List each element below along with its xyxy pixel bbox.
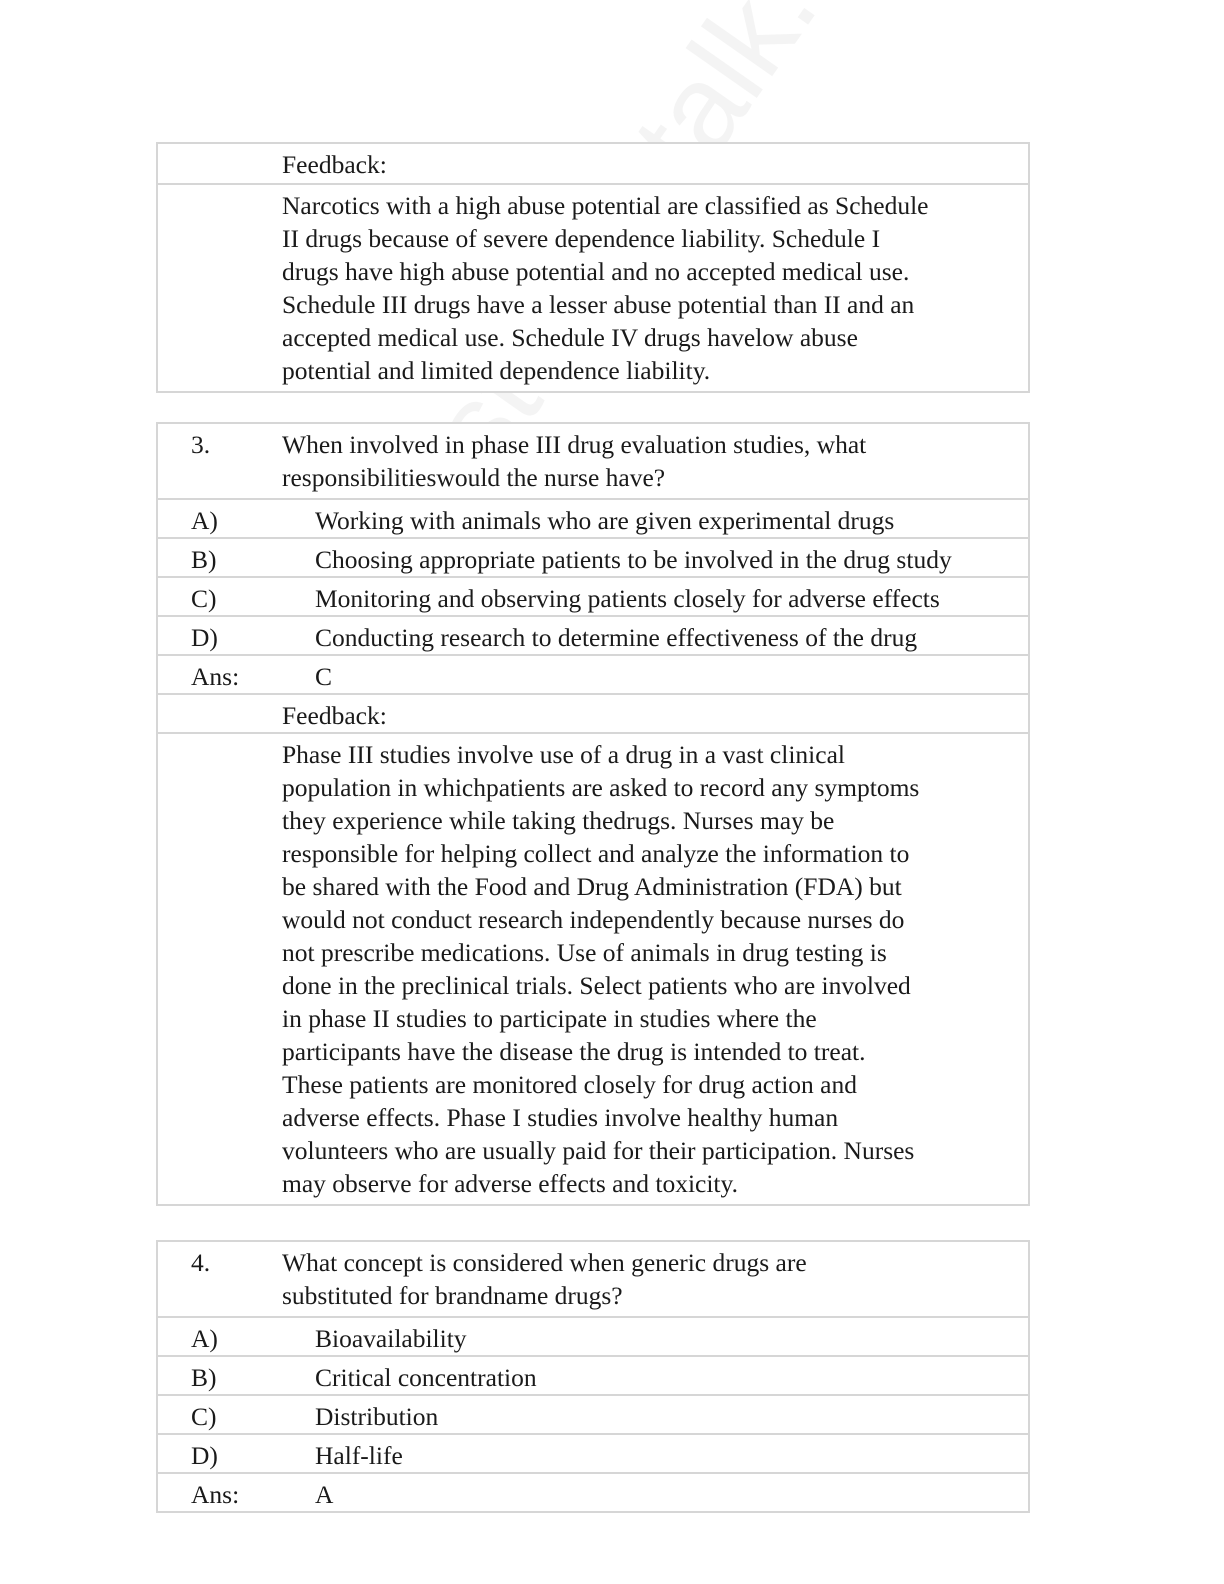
- option-row-c: [158, 576, 1028, 615]
- feedback-label: Feedback:: [282, 701, 387, 730]
- question-row: [158, 1242, 1028, 1316]
- answer-value: A: [315, 1480, 334, 1509]
- option-text: Working with animals who are given experimental drugs: [315, 506, 895, 535]
- question-2-feedback-table: [156, 142, 1030, 393]
- option-label: A): [191, 1324, 218, 1353]
- question-4-table: [156, 1240, 1030, 1513]
- option-row-d: [158, 1433, 1028, 1472]
- feedback-text: Phase III studies involve use of a drug in a vast clinical population in whichpatients are asked to record any symptoms they experience while taking thedrugs. Nurses may be responsible for helping collect and analyze the information to be shared with the Food and Drug Administration (FDA) but would not conduct research independently because nurses do not prescribe medications. Use of animals in drug testing is done in the preclinical trials. Select patients who are involved in phase II studies to participate in studies where the participants have the disease the drug is intended to treat. These patients are monitored closely for drug action and adverse effects. Phase I studies involve healthy human volunteers who are usually paid for their participation. Nurses may observe for adverse effects and toxicity.: [282, 740, 920, 1198]
- option-row-d: [158, 615, 1028, 654]
- answer-label: Ans:: [191, 1480, 240, 1509]
- question-number: 4.: [191, 1248, 211, 1277]
- option-row-b: [158, 1355, 1028, 1394]
- feedback-label-row: [158, 144, 1028, 183]
- question-text: What concept is considered when generic drugs are substituted for brandname drugs?: [282, 1248, 807, 1310]
- option-label: B): [191, 1363, 217, 1392]
- option-label: C): [191, 1402, 217, 1431]
- feedback-text-row: [158, 732, 1028, 1204]
- option-label: A): [191, 506, 218, 535]
- option-row-b: [158, 537, 1028, 576]
- feedback-label-row: [158, 693, 1028, 732]
- feedback-text: Narcotics with a high abuse potential are classified as Schedule II drugs because of severe dependence liability. Schedule I drugs have high abuse potential and no accepted medical use. Schedule III drugs have a lesser abuse potential than II and an accepted medical use. Schedule IV drugs havelow abuse potential and limited dependence liability.: [282, 191, 929, 385]
- question-number: 3.: [191, 430, 211, 459]
- option-text: Bioavailability: [315, 1324, 467, 1353]
- option-text: Conducting research to determine effectiveness of the drug: [315, 623, 918, 652]
- option-row-a: [158, 1316, 1028, 1355]
- option-label: C): [191, 584, 217, 613]
- answer-row: [158, 654, 1028, 693]
- answer-row: [158, 1472, 1028, 1511]
- option-label: B): [191, 545, 217, 574]
- option-row-a: [158, 498, 1028, 537]
- feedback-label: Feedback:: [282, 150, 387, 179]
- feedback-text-row: [158, 183, 1028, 391]
- answer-value: C: [315, 662, 333, 691]
- option-text: Half-life: [315, 1441, 403, 1470]
- option-text: Critical concentration: [315, 1363, 537, 1392]
- option-text: Distribution: [315, 1402, 439, 1431]
- question-text: When involved in phase III drug evaluation studies, what responsibilitieswould the nurse have?: [282, 430, 867, 492]
- option-label: D): [191, 1441, 218, 1470]
- question-row: [158, 424, 1028, 498]
- answer-label: Ans:: [191, 662, 240, 691]
- option-text: Choosing appropriate patients to be involved in the drug study: [315, 545, 952, 574]
- question-3-table: [156, 422, 1030, 1206]
- option-label: D): [191, 623, 218, 652]
- option-text: Monitoring and observing patients closely for adverse effects: [315, 584, 940, 613]
- option-row-c: [158, 1394, 1028, 1433]
